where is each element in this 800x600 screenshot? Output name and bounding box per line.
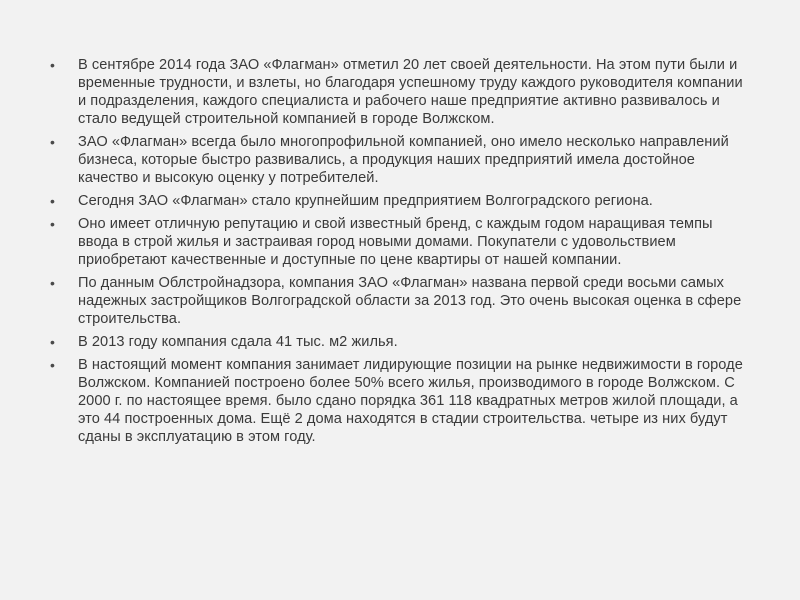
list-item-text: В сентябре 2014 года ЗАО «Флагман» отметил 20 лет своей деятельности. На этом пути были и временные трудности, и взлеты, но благодаря успешному труду каждого руководителя компании и подразделения, каждого специалиста и рабочего наше предприятие активно развивалось и стало ведущей строительной компанией в городе Волжском.	[78, 57, 743, 127]
bullet-icon: •	[50, 134, 55, 150]
list-item	[48, 274, 748, 328]
list-item	[48, 356, 748, 446]
bullet-icon: •	[50, 193, 55, 209]
list-item	[48, 192, 748, 210]
list-item-text: ЗАО «Флагман» всегда было многопрофильной компанией, оно имело несколько направлений бизнеса, которые быстро развивались, а продукция наших предприятий имела достойное качество и высокую оценку у потребителей.	[78, 134, 729, 186]
list-item-text: Оно имеет отличную репутацию и свой известный бренд, с каждым годом наращивая темпы ввода в строй жилья и застраивая город новыми домами. Покупатели с удовольствием приобретают качественные и доступные по цене квартиры от нашей компании.	[78, 216, 713, 268]
list-item	[48, 56, 748, 128]
list-item-text: В 2013 году компания сдала 41 тыс. м2 жилья.	[78, 334, 398, 350]
list-item	[48, 333, 748, 351]
list-item	[48, 215, 748, 269]
bullet-icon: •	[50, 57, 55, 73]
list-item-text: В настоящий момент компания занимает лидирующие позиции на рынке недвижимости в городе Волжском. Компанией построено более 50% всего жилья, производимого в городе Волжском. С 2000 г. по настоящее время. было сдано порядка 361 118 квадратных метров жилой площади, а это 44 построенных дома. Ещё 2 дома находятся в стадии строительства. четыре из них будут сданы в эксплуатацию в этом году.	[78, 357, 743, 445]
bullet-icon: •	[50, 275, 55, 291]
bullet-icon: •	[50, 216, 55, 232]
list-item-text: По данным Облстройнадзора, компания ЗАО «Флагман» названа первой среди восьми самых надежных застройщиков Волгоградской области за 2013 год. Это очень высокая оценка в сфере строительства.	[78, 275, 742, 327]
list-item	[48, 133, 748, 187]
bullet-icon: •	[50, 357, 55, 373]
list-item-text: Сегодня ЗАО «Флагман» стало крупнейшим предприятием Волгоградского региона.	[78, 193, 653, 209]
bullet-list	[48, 56, 748, 451]
bullet-icon: •	[50, 334, 55, 350]
